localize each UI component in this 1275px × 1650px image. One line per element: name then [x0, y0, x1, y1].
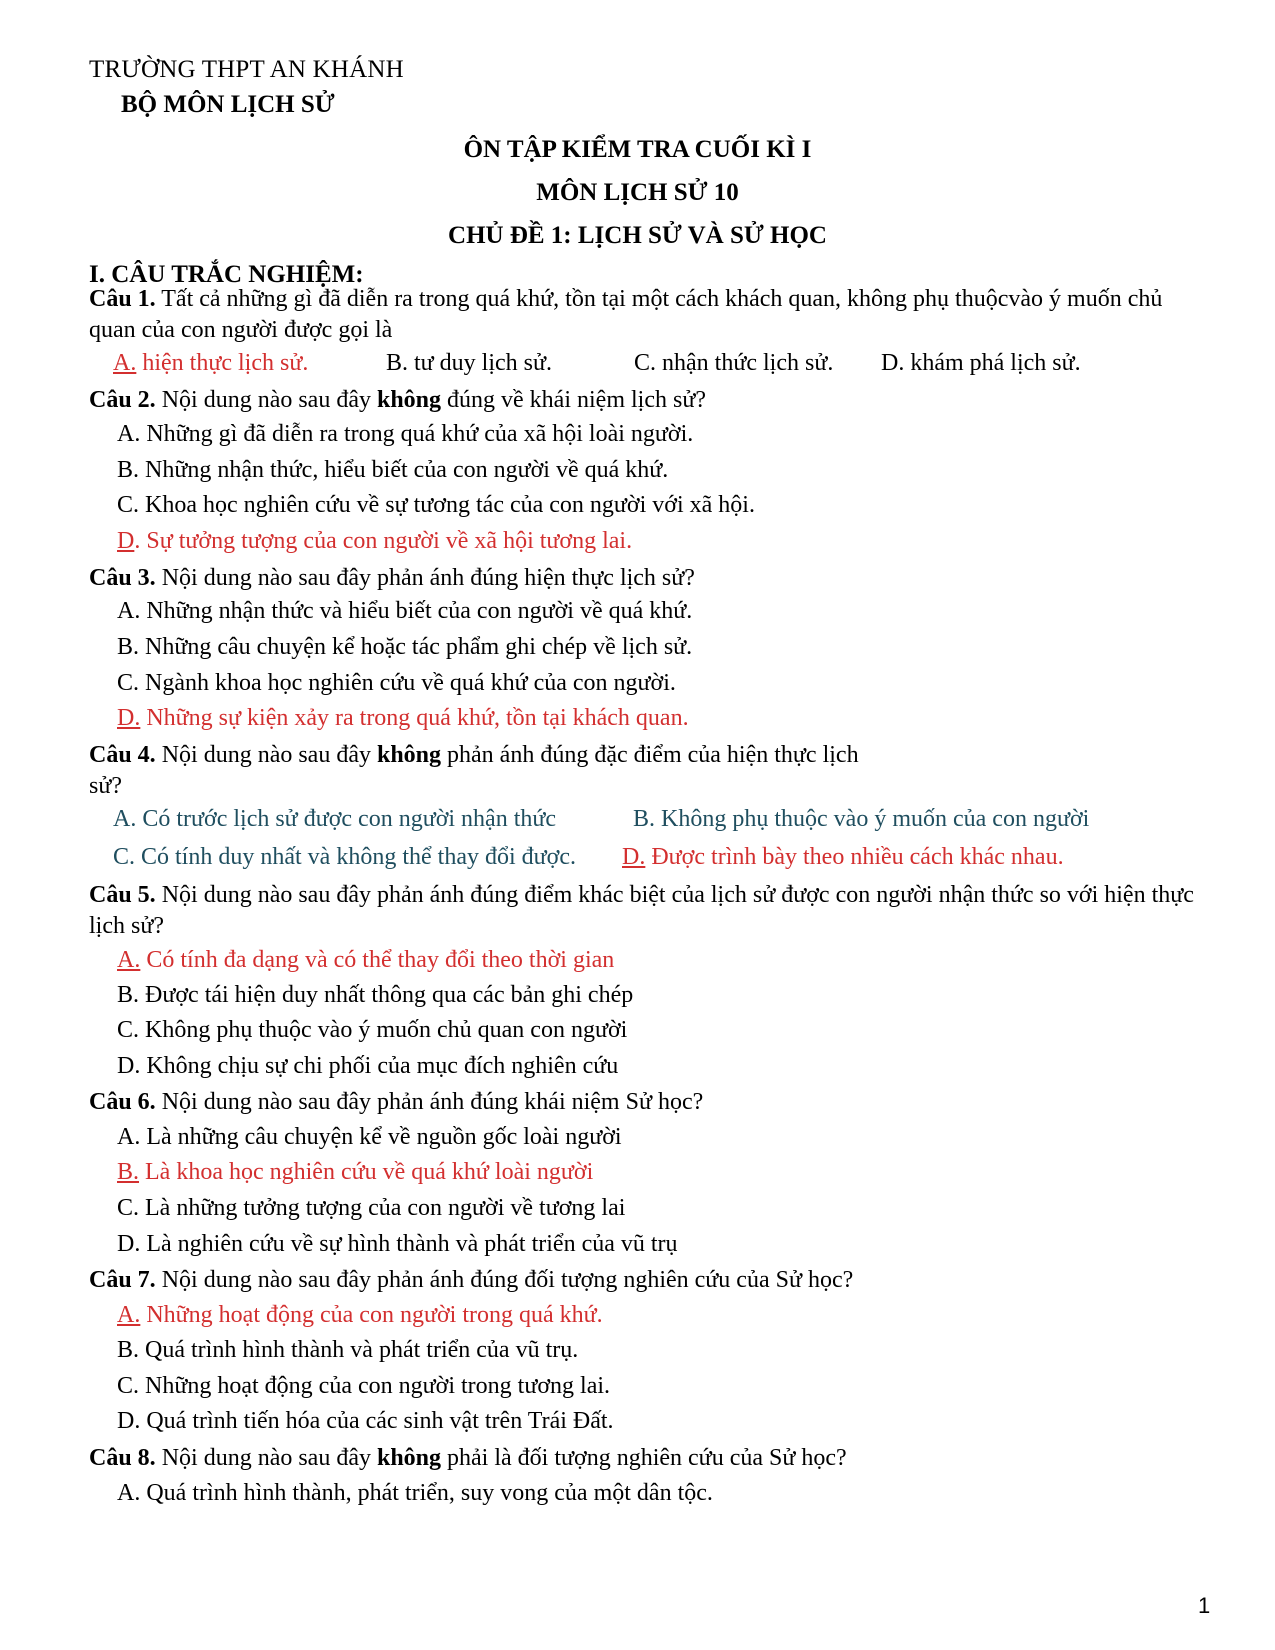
answer-key: D.	[117, 705, 141, 731]
q5-option-a	[117, 947, 614, 974]
option-text: Những sự kiện xảy ra trong quá khứ, tồn tại khách quan.	[140, 705, 689, 731]
answer-key: D.	[622, 844, 646, 870]
q2-option-a: A. Những gì đã diễn ra trong quá khứ của xã hội loài người.	[117, 421, 694, 447]
question-number: Câu 6.	[89, 1089, 156, 1115]
q1-option-a	[113, 350, 308, 377]
question-4	[89, 740, 959, 771]
option-text: Những hoạt động của con người trong quá khứ.	[140, 1302, 603, 1328]
answer-key: A.	[113, 350, 137, 376]
question-text: Nội dung nào sau đây phản ánh đúng khái niệm Sử học?	[155, 1089, 704, 1115]
emphasis-text: không	[376, 387, 442, 413]
option-text: Là khoa học nghiên cứu về quá khứ loài người	[139, 1159, 594, 1185]
topic-title: CHỦ ĐỀ 1: LỊCH SỬ VÀ SỬ HỌC	[448, 222, 827, 249]
question-text: Nội dung nào sau đây	[155, 387, 377, 413]
q5-option-c: C. Không phụ thuộc vào ý muốn chủ quan con người	[117, 1017, 628, 1043]
question-number: Câu 1.	[89, 286, 156, 312]
question-5	[89, 880, 1214, 942]
q2-option-d	[117, 528, 632, 555]
q4-option-b: B. Không phụ thuộc vào ý muốn của con người	[633, 806, 1090, 832]
emphasis-text: không	[376, 742, 442, 768]
q1-option-c: C. nhận thức lịch sử.	[634, 350, 834, 376]
question-number: Câu 4.	[89, 742, 156, 768]
question-text: Nội dung nào sau đây phản ánh đúng đối tượng nghiên cứu của Sử học?	[155, 1267, 854, 1293]
answer-key: A.	[117, 1302, 141, 1328]
q3-option-a: A. Những nhận thức và hiểu biết của con người về quá khứ.	[117, 598, 693, 624]
option-text: Được trình bày theo nhiều cách khác nhau.	[645, 844, 1064, 870]
department-name: BỘ MÔN LỊCH SỬ	[121, 91, 335, 118]
question-8	[89, 1443, 1214, 1474]
answer-key: B.	[117, 1159, 140, 1185]
q6-option-d: D. Là nghiên cứu về sự hình thành và phát triển của vũ trụ	[117, 1231, 678, 1257]
question-number: Câu 3.	[89, 565, 156, 591]
q7-option-b: B. Quá trình hình thành và phát triển của vũ trụ.	[117, 1337, 579, 1363]
q6-option-c: C. Là những tưởng tượng của con người về tương lai	[117, 1195, 626, 1221]
answer-key: A.	[117, 947, 141, 973]
option-text: . Sự tưởng tượng của con người về xã hội tương lai.	[134, 528, 633, 554]
answer-key: D	[117, 528, 135, 554]
question-text: Tất cả những gì đã diễn ra trong quá khứ, tồn tại một cách khách quan, không phụ thuộcvào ý muốn chủ quan của con người được gọi là	[89, 286, 1163, 343]
q7-option-c: C. Những hoạt động của con người trong tương lai.	[117, 1373, 611, 1399]
document-title: ÔN TẬP KIỂM TRA CUỐI KÌ I	[463, 136, 812, 163]
page-number: 1	[1198, 1593, 1211, 1618]
q3-option-d	[117, 705, 689, 732]
option-text: Có tính đa dạng và có thể thay đổi theo thời gian	[140, 947, 615, 973]
subject-title: MÔN LỊCH SỬ 10	[536, 179, 739, 206]
q7-option-d: D. Quá trình tiến hóa của các sinh vật trên Trái Đất.	[117, 1408, 614, 1434]
section-heading: I. CÂU TRẮC NGHIỆM:	[89, 261, 364, 288]
question-number: Câu 7.	[89, 1267, 156, 1293]
q3-option-c: C. Ngành khoa học nghiên cứu về quá khứ của con người.	[117, 670, 676, 696]
question-number: Câu 2.	[89, 387, 156, 413]
q4-option-d	[622, 844, 1064, 871]
question-text: phải là đối tượng nghiên cứu của Sử học?	[441, 1445, 847, 1471]
emphasis-text: không	[376, 1445, 442, 1471]
question-3	[89, 563, 1214, 594]
school-name: TRƯỜNG THPT AN KHÁNH	[89, 56, 404, 83]
q1-option-d: D. khám phá lịch sử.	[881, 350, 1081, 376]
q1-option-b: B. tư duy lịch sử.	[386, 350, 553, 376]
question-7	[89, 1265, 1214, 1296]
question-6	[89, 1087, 1214, 1118]
q5-option-d: D. Không chịu sự chi phối của mục đích nghiên cứu	[117, 1053, 619, 1079]
q2-option-c: C. Khoa học nghiên cứu về sự tương tác của con người với xã hội.	[117, 492, 755, 518]
question-text: Nội dung nào sau đây	[155, 1445, 377, 1471]
q3-option-b: B. Những câu chuyện kể hoặc tác phẩm ghi chép về lịch sử.	[117, 634, 693, 660]
question-2	[89, 385, 1214, 416]
question-number: Câu 5.	[89, 882, 156, 908]
q4-option-c: C. Có tính duy nhất và không thể thay đổi được.	[113, 844, 576, 870]
question-number: Câu 8.	[89, 1445, 156, 1471]
q4-option-a: A. Có trước lịch sử được con người nhận thức	[113, 806, 557, 832]
q8-option-a: A. Quá trình hình thành, phát triển, suy vong của một dân tộc.	[117, 1480, 713, 1506]
q6-option-b	[117, 1159, 593, 1186]
question-1	[89, 284, 1214, 346]
q2-option-b: B. Những nhận thức, hiểu biết của con người về quá khứ.	[117, 457, 669, 483]
question-text: Nội dung nào sau đây	[155, 742, 377, 768]
question-text: Nội dung nào sau đây phản ánh đúng hiện thực lịch sử?	[155, 565, 695, 591]
question-text: phản ánh đúng đặc điểm của hiện thực lịch	[441, 742, 859, 768]
question-text: Nội dung nào sau đây phản ánh đúng điểm khác biệt của lịch sử được con người nhận thức so với hiện thực lịch sử?	[89, 882, 1194, 939]
option-text: hiện thực lịch sử.	[136, 350, 309, 376]
q5-option-b: B. Được tái hiện duy nhất thông qua các bản ghi chép	[117, 982, 634, 1008]
question-4-continued: sử?	[89, 773, 122, 799]
question-text: đúng về khái niệm lịch sử?	[441, 387, 706, 413]
q6-option-a: A. Là những câu chuyện kể về nguồn gốc loài người	[117, 1124, 622, 1150]
q7-option-a	[117, 1302, 603, 1329]
